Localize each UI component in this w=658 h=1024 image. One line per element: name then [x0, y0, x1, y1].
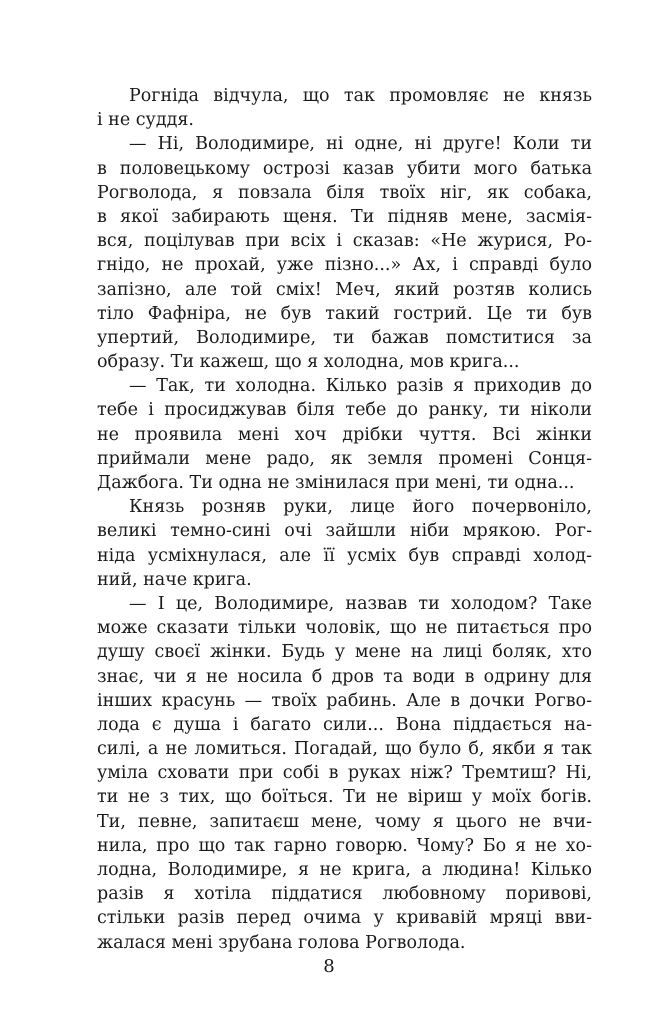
text-line: лода є душа і багато сили... Вона піддається на- [97, 714, 592, 735]
text-line: приймали мене радо, як земля промені Сонця- [97, 448, 592, 469]
text-line: стільки разів перед очима у кривавій мряці вви- [97, 908, 592, 929]
text-line: Дажбога. Ти одна не змінилася при мені, ти одна... [97, 473, 575, 493]
text-line: інших красунь — твоїх рабинь. Але в дочки Рогво- [97, 690, 592, 711]
text-line: образу. Ти кажеш, що я холодна, мов крига... [97, 352, 520, 373]
text-line: і не суддя. [97, 110, 194, 131]
text-line: Рогволода, я повзала біля твоїх ніг, як собака, [97, 182, 592, 203]
text-line: тіло Фафніра, не був такий гострий. Це ти був [97, 303, 592, 324]
text-line: уміла сховати при собі в руках ніж? Тремтиш? Ні, [97, 763, 592, 784]
text-line: упертий, Володимире, ти бажав помститися за [97, 327, 592, 348]
text-line: не проявила мені хоч дрібки чуття. Всі жінки [97, 424, 592, 445]
text-line: може сказати тільки чоловік, що не питається про [97, 618, 592, 639]
page-number: 8 [323, 956, 335, 977]
body-text [97, 84, 592, 955]
text-line: — І це, Володимире, назвав ти холодом? Таке [129, 593, 592, 614]
text-line: разів я хотіла піддатися любовному поривові, [97, 884, 592, 905]
text-line: нила, про що так гарно говорю. Чому? Бо я не хо- [97, 835, 592, 856]
text-line: гнідо, не прохай, уже пізно...» Ах, і справді було [97, 255, 592, 276]
text-line: жалася мені зрубана голова Рогволода. [97, 932, 466, 953]
text-line: — Ні, Володимире, ні одне, ні друге! Коли ти [129, 134, 592, 155]
text-line: душу своєї жінки. Будь у мене на лиці боляк, хто [97, 642, 592, 663]
text-line: тебе і просиджував біля тебе до ранку, ти ніколи [97, 400, 592, 421]
text-line: знає, чи я не носила б дров та води в одрину для [97, 666, 592, 687]
text-line: Рогніда відчула, що так промовляє не князь [129, 86, 592, 106]
text-line: ний, наче крига. [97, 569, 252, 590]
text-line: силі, а не ломиться. Погадай, що було б, якби я так [97, 739, 592, 760]
text-line: запізно, але той сміх! Меч, який розтяв колись [97, 279, 592, 300]
text-line: Ти, певне, запитаєш мене, чому я цього не вчи- [97, 811, 592, 832]
text-line: — Так, ти холодна. Кілько разів я приходив до [129, 376, 592, 397]
text-line: в половецькому острозі казав убити мого батька [97, 158, 592, 179]
text-line: Князь розняв руки, лице його почервоніло, [129, 497, 592, 518]
text-line: ніда усміхнулася, але її усміх був справді холод- [97, 545, 592, 566]
text-line: лодна, Володимире, я не крига, а людина! Кілько [97, 860, 592, 880]
text-line: в якої забирають щеня. Ти підняв мене, засмія- [97, 206, 592, 227]
text-line: великі темно-сині очі зайшли ніби мрякою. Рог- [97, 521, 592, 542]
text-line: ти не з тих, що боїться. Ти не віриш у моїх богів. [97, 787, 592, 808]
text-line: вся, поцілував при всіх і сказав: «Не журися, Ро- [97, 231, 592, 252]
